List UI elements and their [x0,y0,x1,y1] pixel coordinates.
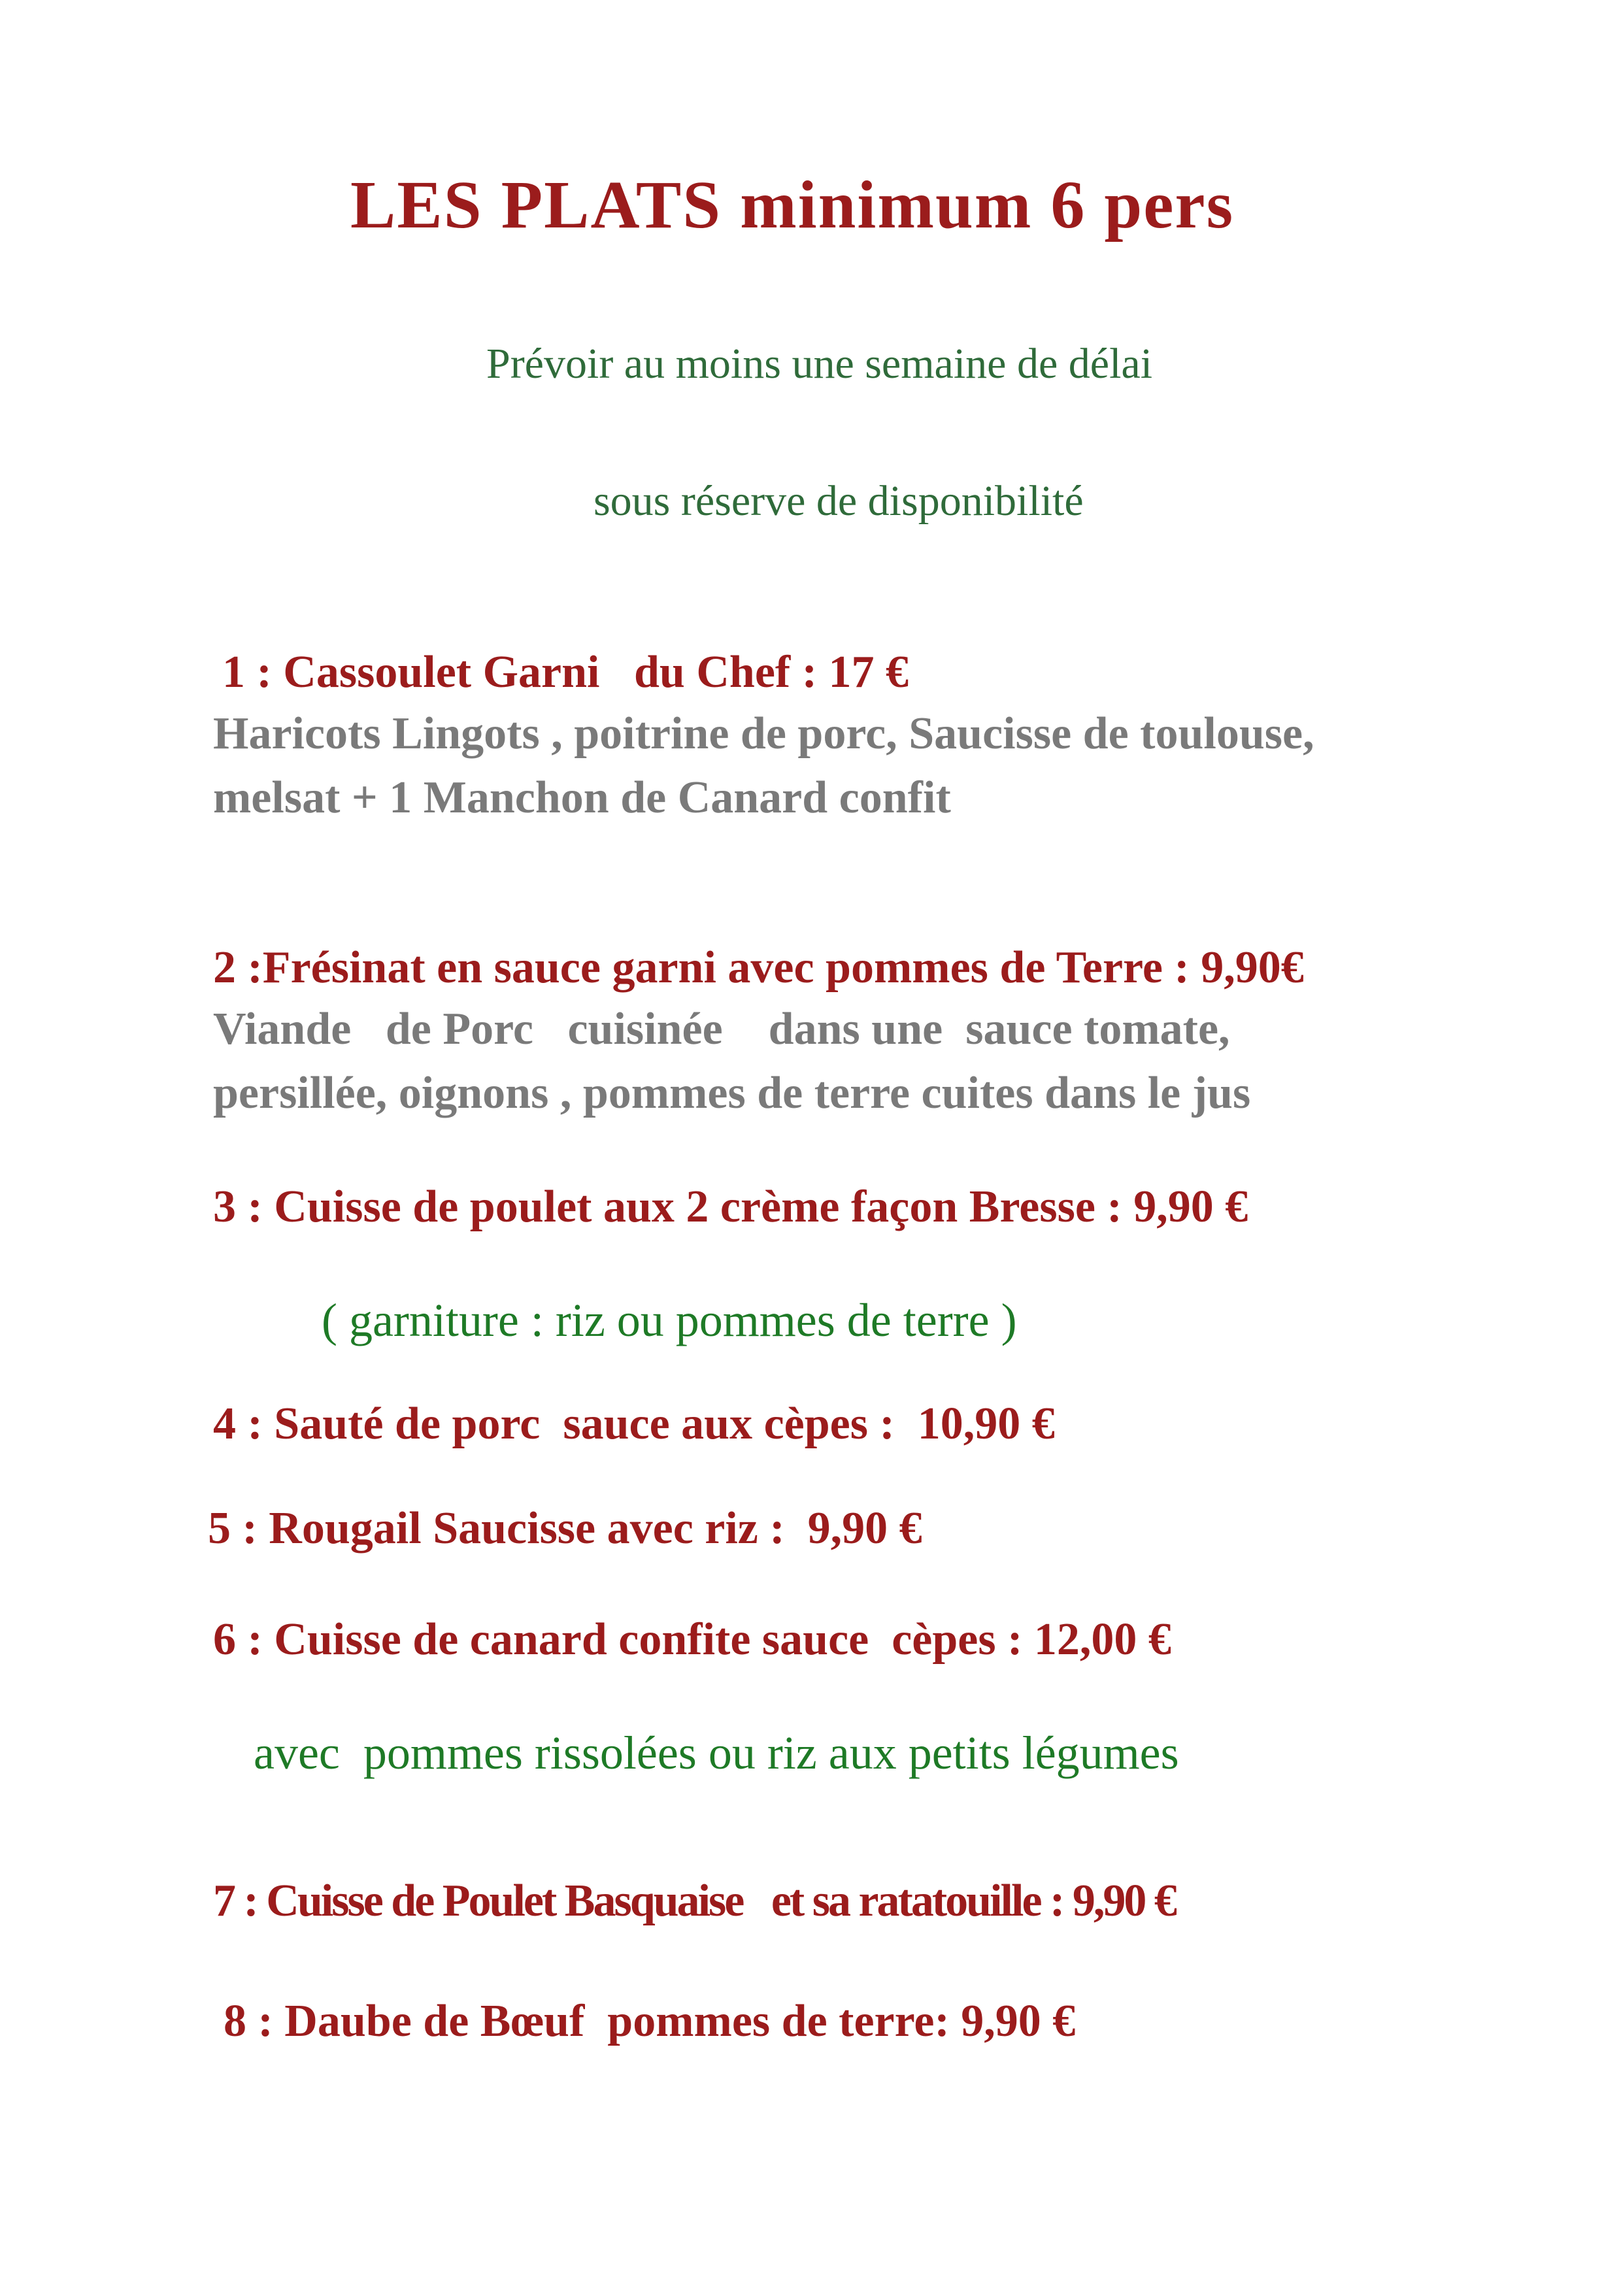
dish-title: 7 : Cuisse de Poulet Basquaise et sa ratatouille : 9,90 € [213,1876,1175,1926]
dish-title: 2 :Frésinat en sauce garni avec pommes de Terre : 9,90€ [213,942,1304,993]
notice-availability: sous réserve de disponibilité [593,477,1084,525]
dish-description: Viande de Porc cuisinée dans une sauce tomate, [213,1004,1230,1054]
dish-title: 1 : Cassoulet Garni du Chef : 17 € [222,647,909,697]
dish-garnish: ( garniture : riz ou pommes de terre ) [322,1294,1017,1346]
dish-title: 8 : Daube de Bœuf pommes de terre: 9,90 € [224,1996,1076,2046]
dish-description: melsat + 1 Manchon de Canard confit [213,773,951,823]
dish-description: Haricots Lingots , poitrine de porc, Saucisse de toulouse, [213,708,1314,759]
dish-title: 6 : Cuisse de canard confite sauce cèpes : 12,00 € [213,1614,1171,1665]
dish-description: persillée, oignons , pommes de terre cuites dans le jus [213,1068,1251,1118]
dish-title: 5 : Rougail Saucisse avec riz : 9,90 € [208,1503,922,1554]
dish-title: 4 : Sauté de porc sauce aux cèpes : 10,90 € [213,1399,1055,1449]
dish-title: 3 : Cuisse de poulet aux 2 crème façon Bresse : 9,90 € [213,1182,1248,1232]
dish-garnish: avec pommes rissolées ou riz aux petits légumes [254,1727,1179,1779]
page-title: LES PLATS minimum 6 pers [350,167,1235,242]
notice-delay: Prévoir au moins une semaine de délai [486,340,1153,388]
